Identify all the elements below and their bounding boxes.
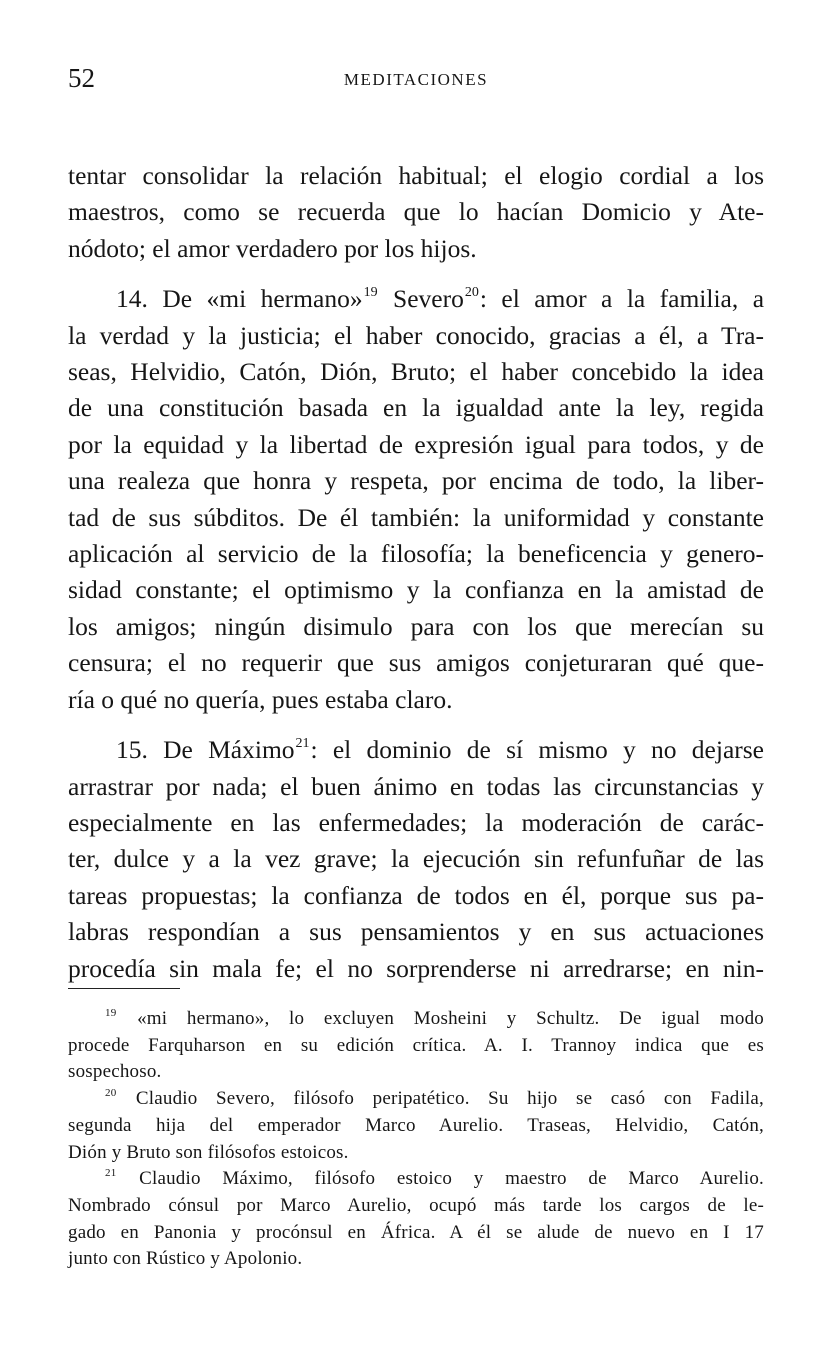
text-run: Claudio Máximo, filósofo estoico y maestro de Marco Aurelio. bbox=[139, 1168, 764, 1190]
text-run: : el amor a la familia, a bbox=[479, 284, 765, 314]
text-line: sidad constante; el optimismo y la confianza en la amistad de bbox=[68, 575, 764, 605]
text-line: los amigos; ningún disimulo para con los que merecían su bbox=[68, 611, 764, 641]
footnote-line: sospechoso. bbox=[68, 1061, 162, 1083]
text-line: la verdad y la justicia; el haber conocido, gracias a él, a Tra- bbox=[68, 320, 764, 350]
text-run: «mi hermano», lo excluyen Mosheini y Schultz. De igual modo bbox=[137, 1008, 764, 1029]
text-line: ter, dulce y a la vez grave; la ejecución sin refunfuñar de las bbox=[68, 844, 764, 874]
footnote-21 bbox=[68, 1166, 764, 1273]
footnote-separator bbox=[68, 988, 180, 989]
footnote-line: junto con Rústico y Apolonio. bbox=[68, 1248, 303, 1270]
footnote-line bbox=[68, 1006, 764, 1033]
footnote-ref: 21 bbox=[295, 736, 310, 752]
running-head: MEDITACIONES bbox=[343, 70, 489, 89]
footnote-ref: 20 bbox=[464, 285, 479, 301]
page-header bbox=[68, 60, 764, 100]
text-line: nódoto; el amor verdadero por los hijos. bbox=[68, 233, 477, 263]
text-run: 14. De «mi hermano» bbox=[116, 284, 363, 314]
footnote-line: procede Farquharson en su edición crítica. A. I. Trannoy indica que es bbox=[68, 1034, 764, 1056]
text-line: tentar consolidar la relación habitual; el elogio cordial a los bbox=[68, 161, 764, 190]
text-line: arrastrar por nada; el buen ánimo en todas las circunstancias y bbox=[68, 771, 764, 801]
footnotes bbox=[68, 1006, 764, 1273]
footnote-line bbox=[68, 1166, 764, 1193]
text-run: : el dominio de sí mismo y no dejarse bbox=[310, 735, 764, 765]
text-line: aplicación al servicio de la filosofía; la beneficencia y genero- bbox=[68, 539, 764, 569]
footnote-line: segunda hija del emperador Marco Aurelio. Traseas, Helvidio, Catón, bbox=[68, 1114, 764, 1136]
text-line: por la equidad y la libertad de expresión igual para todos, y de bbox=[68, 429, 764, 459]
footnote-number: 20 bbox=[105, 1087, 117, 1100]
text-line bbox=[68, 281, 764, 317]
text-line: seas, Helvidio, Catón, Dión, Bruto; el haber concebido la idea bbox=[68, 357, 764, 387]
text-line: tad de sus súbditos. De él también: la uniformidad y constante bbox=[68, 502, 764, 532]
text-run: Severo bbox=[378, 284, 464, 314]
footnote-19 bbox=[68, 1006, 764, 1086]
text-line: de una constitución basada en la igualdad ante la ley, regida bbox=[68, 393, 764, 423]
text-line: ría o qué no quería, pues estaba claro. bbox=[68, 684, 453, 714]
text-line: labras respondían a sus pensamientos y en sus actuaciones bbox=[68, 917, 764, 947]
text-run: Claudio Severo, filósofo peripatético. Su hijo se casó con Fadila, bbox=[135, 1088, 764, 1110]
text-line: tareas propuestas; la confianza de todos en él, porque sus pa- bbox=[68, 880, 764, 910]
text-line: maestros, como se recuerda que lo hacían Domicio y Ate- bbox=[68, 197, 764, 227]
page-number: 52 bbox=[68, 63, 95, 93]
main-text bbox=[68, 158, 764, 987]
text-line bbox=[68, 732, 764, 768]
footnote-line bbox=[68, 1086, 764, 1113]
text-line: una realeza que honra y respeta, por encima de todo, la liber- bbox=[68, 466, 764, 496]
footnote-line: Dión y Bruto son filósofos estoicos. bbox=[68, 1141, 349, 1163]
footnote-number: 21 bbox=[105, 1167, 117, 1180]
text-line: procedía sin mala fe; el no sorprenderse ni arredrarse; en nin- bbox=[68, 953, 764, 983]
text-line: especialmente en las enfermedades; la moderación de carác- bbox=[68, 807, 764, 837]
paragraph-15 bbox=[68, 732, 764, 987]
paragraph-continued bbox=[68, 158, 764, 267]
footnote-line: Nombrado cónsul por Marco Aurelio, ocupó más tarde los cargos de le- bbox=[68, 1194, 764, 1216]
footnote-line: gado en Panonia y procónsul en África. A él se alude de nuevo en I 17 bbox=[68, 1221, 764, 1243]
paragraph-14 bbox=[68, 281, 764, 718]
text-line: censura; el no requerir que sus amigos conjeturaran qué que- bbox=[68, 648, 764, 678]
footnote-ref: 19 bbox=[363, 285, 378, 301]
footnote-20 bbox=[68, 1086, 764, 1166]
footnote-number: 19 bbox=[105, 1007, 117, 1019]
text-run: 15. De Máximo bbox=[116, 735, 295, 765]
